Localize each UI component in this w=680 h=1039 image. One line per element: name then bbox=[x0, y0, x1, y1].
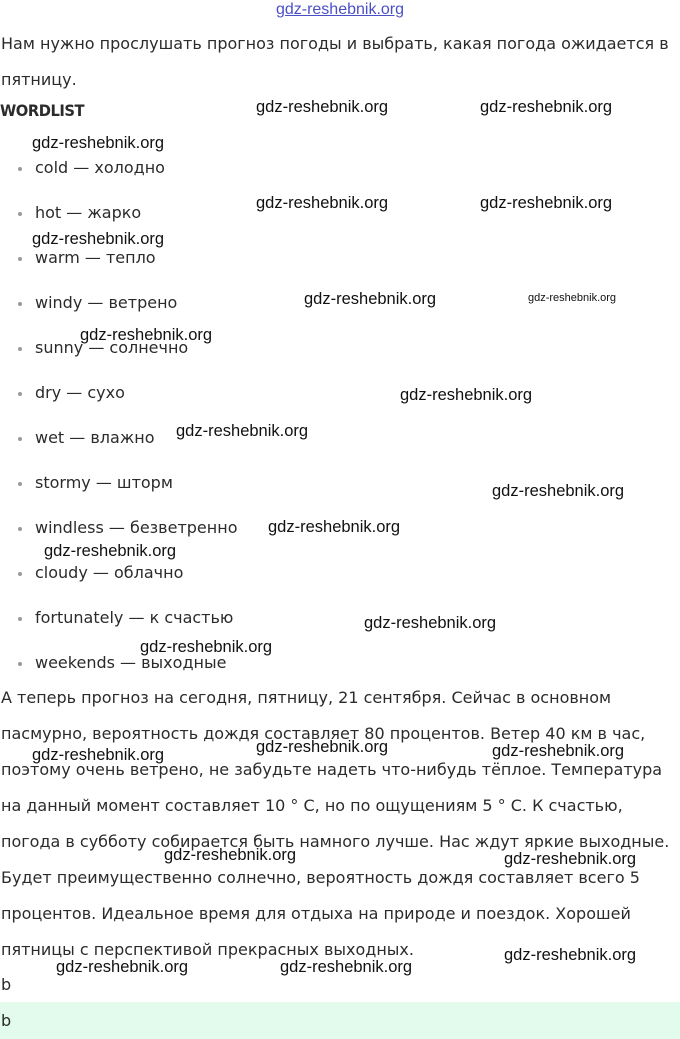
watermark: gdz-reshebnik.org bbox=[32, 230, 165, 248]
watermark: gdz-reshebnik.org bbox=[44, 542, 177, 560]
answer-box: b bbox=[0, 1002, 680, 1039]
watermark: gdz-reshebnik.org bbox=[480, 98, 613, 116]
watermark: gdz-reshebnik.org bbox=[304, 290, 437, 308]
wordlist bbox=[0, 155, 237, 695]
list-item: dry — сухо bbox=[0, 380, 237, 425]
list-item: weekends — выходные bbox=[0, 650, 237, 695]
watermark: gdz-reshebnik.org bbox=[492, 482, 625, 500]
watermark: gdz-reshebnik.org bbox=[364, 614, 497, 632]
watermark: gdz-reshebnik.org bbox=[176, 422, 309, 440]
list-item: fortunately — к счастью bbox=[0, 605, 237, 650]
watermark: gdz-reshebnik.org bbox=[256, 738, 389, 756]
intro-text: Нам нужно прослушать прогноз погоды и выбрать, какая погода ожидается в пятницу. bbox=[1, 34, 669, 89]
watermark: gdz-reshebnik.org bbox=[504, 946, 637, 964]
watermark: gdz-reshebnik.org bbox=[140, 638, 273, 656]
wordlist-heading: WORDLIST bbox=[0, 101, 85, 120]
watermark: gdz-reshebnik.org bbox=[268, 518, 401, 536]
list-item: cold — холодно bbox=[0, 155, 237, 200]
list-item: cloudy — облачно bbox=[0, 560, 237, 605]
watermark: gdz-reshebnik.org bbox=[492, 742, 625, 760]
watermark: gdz-reshebnik.org bbox=[400, 386, 533, 404]
watermark: gdz-reshebnik.org bbox=[32, 746, 165, 764]
watermark: gdz-reshebnik.org bbox=[56, 958, 189, 976]
watermark: gdz-reshebnik.org bbox=[280, 958, 413, 976]
list-item: windy — ветрено bbox=[0, 290, 237, 335]
watermark: gdz-reshebnik.org bbox=[256, 194, 389, 212]
watermark: gdz-reshebnik.org bbox=[504, 850, 637, 868]
watermark: gdz-reshebnik.org bbox=[32, 134, 165, 152]
watermark: gdz-reshebnik.org bbox=[80, 326, 213, 344]
watermark: gdz-reshebnik.org bbox=[164, 846, 297, 864]
list-item: windless — безветренно bbox=[0, 515, 237, 560]
list-item: stormy — шторм bbox=[0, 470, 237, 515]
watermark: gdz-reshebnik.org bbox=[480, 194, 613, 212]
answer-label: b bbox=[1, 975, 12, 994]
list-item: warm — тепло bbox=[0, 245, 237, 290]
watermark: gdz-reshebnik.org bbox=[528, 292, 617, 304]
forecast-text: А теперь прогноз на сегодня, пятницу, 21 сентября. Сейчас в основном пасмурно, вероятность дождя составляет 80 процентов. Ветер 40 км в час, поэтому очень ветрено, не забудьте надеть что-нибудь тёплое. Температура на данный момент составляет 10 ° C, но по ощущениям 5 ° C. К счастью, погода в субботу собирается быть намного лучше. Нас ждут яркие выходные. Будет преимущественно солнечно, вероятность дождя составляет всего 5 процентов. Идеальное время для отдыха на природе и поездок. Хорошей пятницы с перспективой прекрасных выходных. bbox=[1, 688, 670, 959]
watermark-link[interactable]: gdz-reshebnik.org bbox=[275, 1, 405, 18]
list-item: wet — влажно bbox=[0, 425, 237, 470]
watermark: gdz-reshebnik.org bbox=[256, 98, 389, 116]
list-item: sunny — солнечно bbox=[0, 335, 237, 380]
list-item: hot — жарко bbox=[0, 200, 237, 245]
